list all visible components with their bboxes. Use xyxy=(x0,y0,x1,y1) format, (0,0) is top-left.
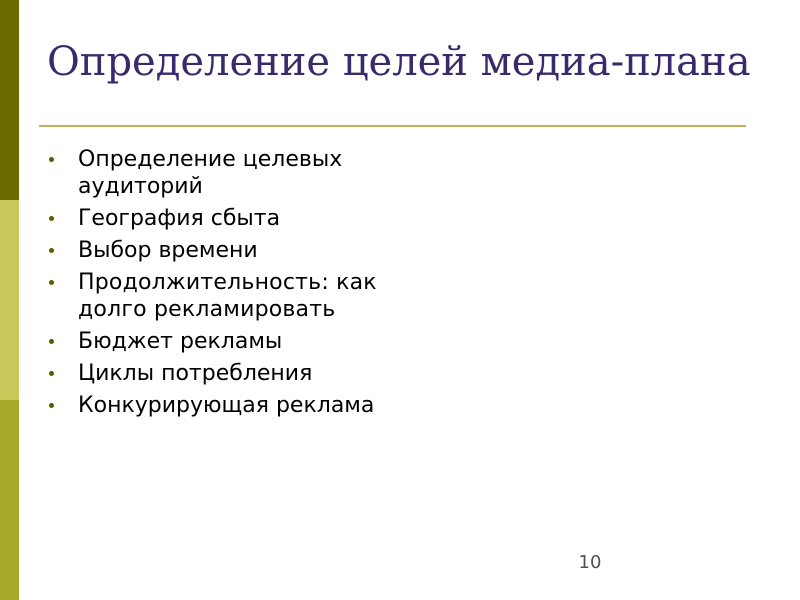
bullet-item-budget xyxy=(47,328,407,355)
title-divider xyxy=(39,125,746,127)
bullet-text: Циклы потребления xyxy=(78,361,313,386)
left-decorative-stripe xyxy=(0,0,19,600)
bullet-list xyxy=(47,146,407,424)
page-number: 10 xyxy=(578,552,602,573)
bullet-text: Выбор времени xyxy=(78,238,258,263)
bullet-text: Конкурирующая реклама xyxy=(78,393,375,418)
stripe-segment-bottom xyxy=(0,400,19,600)
stripe-segment-middle xyxy=(0,200,19,400)
bullet-text: География сбыта xyxy=(78,206,281,231)
bullet-dot-icon xyxy=(49,371,54,376)
bullet-item-timing xyxy=(47,237,407,264)
bullet-dot-icon xyxy=(49,339,54,344)
bullet-dot-icon xyxy=(49,216,54,221)
bullet-item-sales-geography xyxy=(47,205,407,232)
bullet-dot-icon xyxy=(49,280,54,285)
stripe-segment-top xyxy=(0,0,19,200)
slide-title: Определение целей медиа-плана xyxy=(47,39,751,85)
bullet-text: Бюджет рекламы xyxy=(78,329,283,354)
bullet-item-target-audiences xyxy=(47,146,407,200)
bullet-dot-icon xyxy=(49,248,54,253)
bullet-dot-icon xyxy=(49,157,54,162)
bullet-item-competing-ads xyxy=(47,392,407,419)
bullet-item-consumption-cycles xyxy=(47,360,407,387)
bullet-item-duration xyxy=(47,269,407,323)
bullet-text: Продолжительность: как долго рекламировать xyxy=(78,270,377,322)
bullet-text: Определение целевых аудиторий xyxy=(78,147,343,199)
bullet-dot-icon xyxy=(49,403,54,408)
